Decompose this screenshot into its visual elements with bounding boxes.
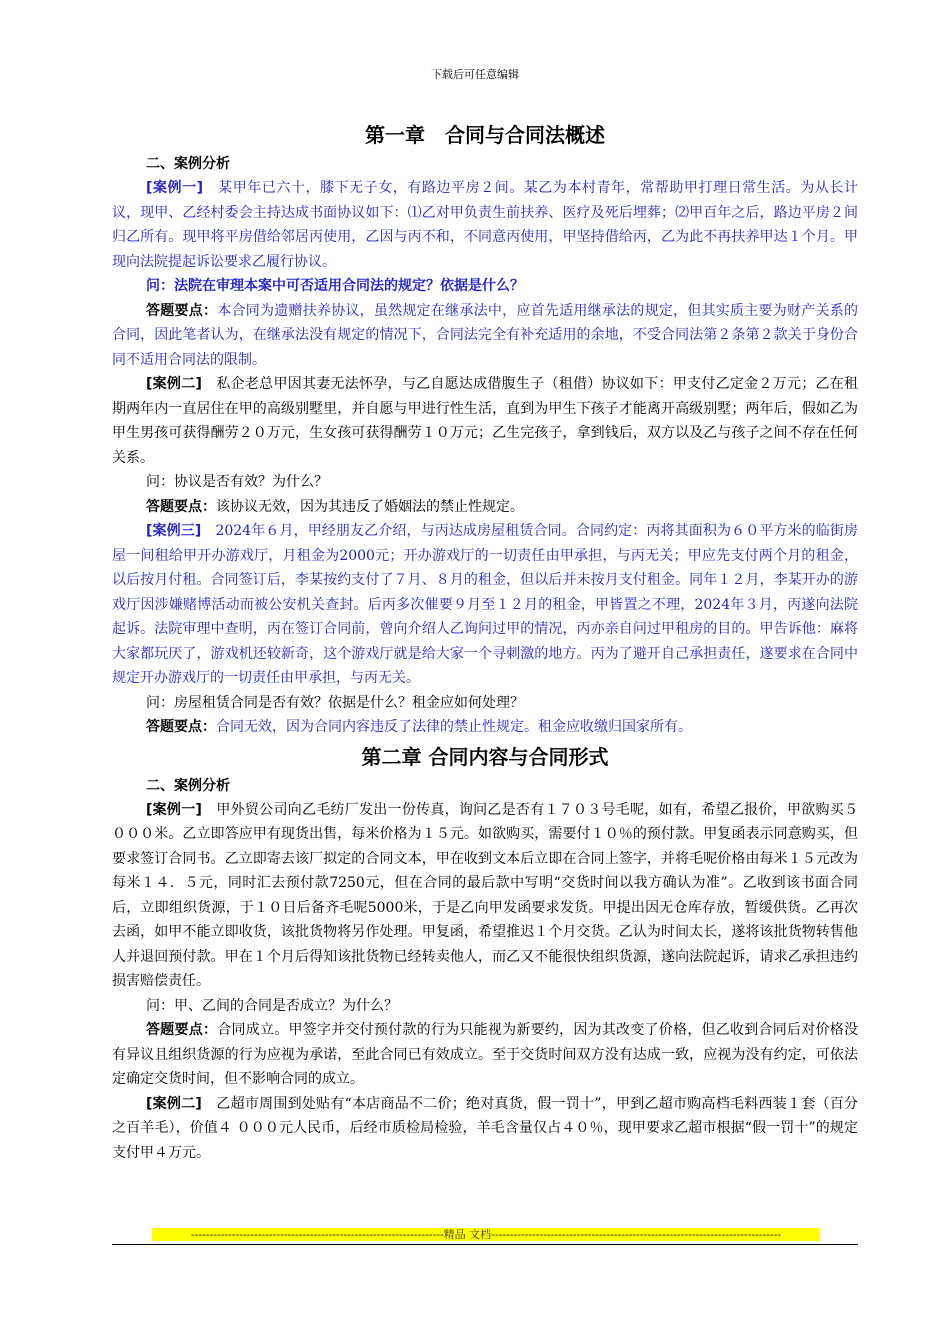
answer-label: 答题要点： [146, 498, 216, 515]
chapter-2-title: 第二章 合同内容与合同形式 [361, 744, 609, 769]
case-body: 私企老总甲因其妻无法怀孕，与乙自愿达成借腹生子（租借）协议如下：甲支付乙定金２万元；乙在租期两年内一直居住在甲的高级别墅里，并自愿与甲进行性生活，直到为甲生下孩子才能离开高级别墅；两年后，假如乙为甲生男孩可获得酬劳２０万元，生女孩可获得酬劳１０万元；乙生完孩子，拿到钱后，双方以及乙与孩子之间不存在任何关系。 [112, 376, 859, 466]
case-body: 某甲年已六十，膝下无子女，有路边平房２间。某乙为本村青年，常帮助甲打理日常生活。为从长计议，现甲、乙经村委会主持达成书面协议如下：⑴乙对甲负责生前扶养、医疗及死后埋葬；⑵甲百年之后，路边平房２间归乙所有。现甲将平房借给邻居丙使用，乙因与丙不和，不同意丙使用，甲坚持借给丙，乙为此不再扶养甲达１个月。甲现向法院提起诉讼要求乙履行协议。 [112, 180, 859, 270]
answer-label: 答题要点： [146, 1022, 218, 1038]
answer-body: 合同无效，因为合同内容违反了法律的禁止性规定。租金应收缴归国家所有。 [216, 719, 692, 735]
ch2-case1-question: 问：甲、乙间的合同是否成立？为什么？ [146, 997, 398, 1014]
ch2-case2-text [112, 1092, 858, 1166]
case-body: 2024年６月，甲经朋友乙介绍，与丙达成房屋租赁合同。合同约定：丙将其面积为６０平方米的临街房屋一间租给甲开办游戏厅，月租金为2000元；开办游戏厅的一切责任由甲承担，与丙无关；甲应先支付两个月的租金，以后按月付租。合同签订后，李某按约支付了７月、８月的租金，但以后并未按月支付租金。同年１２月，李某开办的游戏厅因涉嫌赌博活动而被公安机关查封。后丙多次催要９月至１２月的租金，甲皆置之不理，2024年３月，丙遂向法院起诉。法院审理中查明，丙在签订合同前，曾向介绍人乙询问过甲的情况，丙亦亲自问过甲租房的目的。甲告诉他：麻将大家都玩厌了，游戏机还较新奇，这个游戏厅就是给大家一个寻刺激的地方。丙为了避开自己承担责任，遂要求在合同中规定开办游戏厅的一切责任由甲承担，与丙无关。 [112, 523, 859, 686]
case-body: 甲外贸公司向乙毛纺厂发出一份传真，询问乙是否有１７０３号毛呢，如有，希望乙报价，甲欲购买５ ０００米。乙立即答应甲有现货出售，每米价格为１５元。如欲购买，需要付１０％的预付款。甲复函表示同意购买，但要求签订合同书。乙立即寄去该厂拟定的合同文本，甲在收到文本后立即在合同上签字，并将毛呢价格由每米１５元改为每米１４．５元，同时汇去预付款7250元，但在合同的最后款中写明“交货时间以我方确认为准”。乙收到该书面合同后，立即组织货源，于１０日后备齐毛呢5000米，于是乙向甲发函要求发货。甲提出因无仓库存放，暂缓供货。乙再次去函，如甲不能立即收货，该批货物将另作处理。甲复函，希望推迟１个月交货。乙认为时间太长，遂将该批货物转售他人并退回预付款。甲在１个月后得知该批货物已经转卖他人，而乙又不能很快组织货源，遂向法院起诉，请求乙承担违约损害赔偿责任。 [112, 801, 859, 989]
ch1-case1-text [112, 176, 858, 274]
ch1-case1-question: 问：法院在审理本案中可否适用合同法的规定？依据是什么？ [146, 278, 524, 294]
ch2-case1-text [112, 798, 858, 994]
ch1-case2-question: 问：协议是否有效？为什么？ [146, 474, 328, 490]
answer-label: 答题要点： [146, 302, 218, 319]
page-header: 下载后可任意编辑 [431, 68, 519, 81]
ch1-case3-question: 问：房屋租赁合同是否有效？依据是什么？租金应如何处理？ [146, 694, 524, 711]
case-tag: [案例一] [146, 801, 202, 818]
ch1-case2-text [112, 372, 858, 470]
ch2-case1-answer [112, 1018, 858, 1092]
chapter-1-title: 第一章 合同与合同法概述 [365, 123, 605, 147]
case-tag: [案例二] [146, 1095, 202, 1112]
ch1-case3-answer [112, 715, 858, 740]
case-tag: [案例三] [146, 523, 202, 539]
case-tag: [案例二] [146, 376, 202, 392]
answer-label: 答题要点： [146, 719, 216, 735]
answer-body: 本合同为遗赠扶养协议，虽然规定在继承法中，应首先适用继承法的规定，但其实质主要为财产关系的合同，因此笔者认为，在继承法没有规定的情况下，合同法完全有补充适用的余地，不受合同法第２条第２款关于身份合同不适用合同法的限制。 [112, 302, 859, 368]
ch1-case1-answer [112, 299, 858, 373]
ch1-case3-text [112, 519, 858, 691]
chapter-1-section: 二、案例分析 [146, 156, 230, 172]
chapter-2-section: 二、案例分析 [146, 777, 230, 794]
document-body [112, 118, 858, 1165]
footer-banner: --------------------------------------------------------------------精品 文档------------------------------------------------------------------------------ [152, 1228, 820, 1241]
ch1-case2-answer [112, 495, 858, 520]
answer-body: 该协议无效，因为其违反了婚姻法的禁止性规定。 [216, 498, 524, 515]
footer-divider [112, 1244, 858, 1245]
case-tag: [案例一] [146, 180, 204, 196]
case-body: 乙超市周围到处贴有“本店商品不二价；绝对真货，假一罚十”，甲到乙超市购高档毛料西装１套（百分之百羊毛），价值４ ０００元人民币，后经市质检局检验，羊毛含量仅占４０％，现甲要求乙超市根据“假一罚十”的规定支付甲４万元。 [112, 1095, 859, 1161]
answer-body: 合同成立。甲签字并交付预付款的行为只能视为新要约，因为其改变了价格，但乙收到合同后对价格没有异议且组织货源的行为应视为承诺，至此合同已有效成立。至于交货时间双方没有达成一致，应视为没有约定，可依法定确定交货时间，但不影响合同的成立。 [112, 1022, 859, 1087]
